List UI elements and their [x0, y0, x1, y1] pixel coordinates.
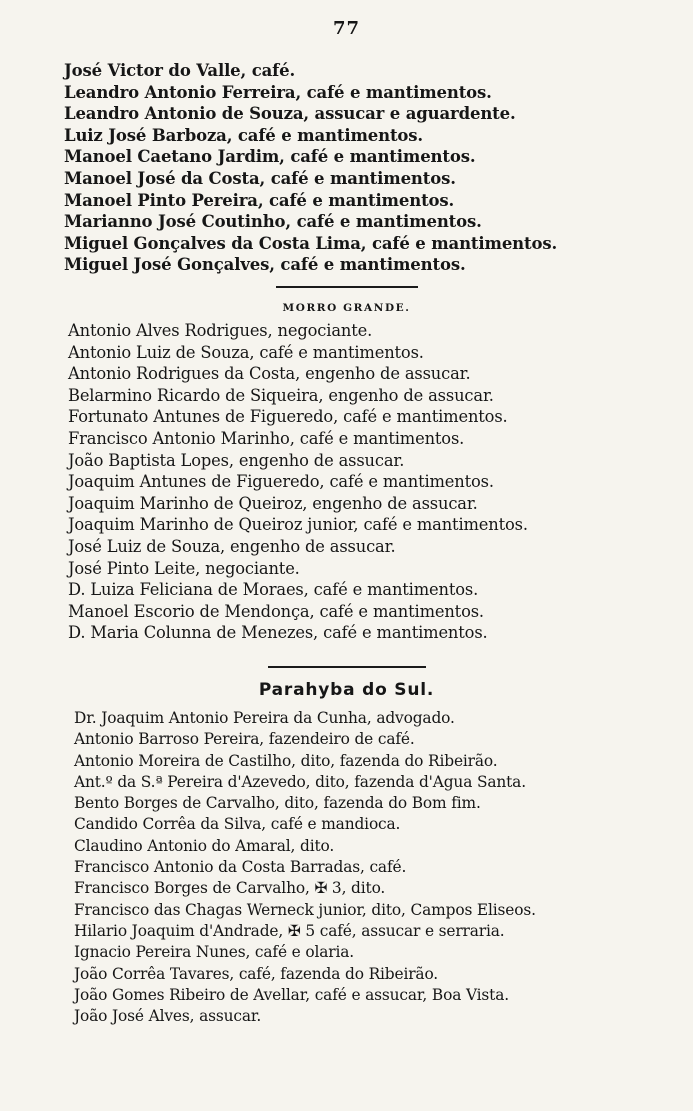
list-item: Ignacio Pereira Nunes, café e olaria.	[74, 943, 355, 962]
list-item: Joaquim Marinho de Queiroz, engenho de assucar.	[68, 493, 478, 513]
list-item: Miguel José Gonçalves, café e mantimentos.	[64, 255, 466, 275]
list-item: José Luiz de Souza, engenho de assucar.	[68, 536, 396, 556]
section-heading: Parahyba do Sul.	[258, 680, 435, 700]
list-item: Hilario Joaquim d'Andrade, ✠ 5 café, assucar e serraria.	[74, 921, 505, 940]
list-item: D. Maria Colunna de Menezes, café e mantimentos.	[68, 623, 488, 643]
list-item: Francisco das Chagas Werneck junior, dito, Campos Eliseos.	[74, 900, 536, 919]
list-item: José Pinto Leite, negociante.	[68, 558, 300, 578]
list-item: Ant.º da S.ª Pereira d'Azevedo, dito, fazenda d'Agua Santa.	[74, 772, 526, 791]
list-item: D. Luiza Feliciana de Moraes, café e mantimentos.	[68, 580, 479, 600]
entry-list	[0, 60, 693, 276]
section-morro-grande	[0, 286, 693, 644]
list-item: Antonio Rodrigues da Costa, engenho de assucar.	[68, 364, 471, 384]
list-item: Manoel José da Costa, café e mantimentos.	[64, 168, 456, 188]
list-item: Manoel Pinto Pereira, café e mantimentos.	[64, 190, 455, 210]
entry-list	[0, 320, 693, 644]
list-item: Antonio Barroso Pereira, fazendeiro de café.	[74, 730, 415, 749]
list-item: José Victor do Valle, café.	[64, 61, 296, 80]
list-item: Manoel Caetano Jardim, café e mantimentos.	[64, 147, 476, 167]
list-item: Marianno José Coutinho, café e mantimentos.	[64, 212, 482, 232]
section-divider	[268, 666, 426, 668]
list-item: Leandro Antonio de Souza, assucar e aguardente.	[64, 104, 516, 124]
list-item: Dr. Joaquim Antonio Pereira da Cunha, advogado.	[74, 709, 455, 727]
list-item: Luiz José Barboza, café e mantimentos.	[64, 125, 424, 145]
section-heading: MORRO GRANDE.	[282, 302, 411, 314]
list-item: João Corrêa Tavares, café, fazenda do Ribeirão.	[74, 964, 439, 983]
section-divider	[276, 286, 418, 288]
list-item: Belarmino Ricardo de Siqueira, engenho de assucar.	[68, 385, 494, 405]
list-item: Antonio Luiz de Souza, café e mantimentos.	[68, 342, 424, 362]
list-item: João José Alves, assucar.	[74, 1007, 262, 1026]
list-item: Antonio Moreira de Castilho, dito, fazenda do Ribeirão.	[74, 751, 498, 770]
list-item: Joaquim Antunes de Figueredo, café e mantimentos.	[68, 472, 494, 492]
list-item: Fortunato Antunes de Figueredo, café e mantimentos.	[68, 407, 508, 427]
list-item: Manoel Escorio de Mendonça, café e mantimentos.	[68, 601, 484, 621]
list-item: João Baptista Lopes, engenho de assucar.	[68, 450, 405, 470]
list-item: João Gomes Ribeiro de Avellar, café e assucar, Boa Vista.	[74, 985, 509, 1004]
section-parahyba-do-sul	[0, 666, 693, 1027]
page-number: 77	[332, 18, 361, 39]
entry-list	[0, 708, 693, 1027]
list-item: Antonio Alves Rodrigues, negociante.	[68, 321, 373, 340]
list-item: Claudino Antonio do Amaral, dito.	[74, 836, 335, 855]
list-item: Miguel Gonçalves da Costa Lima, café e mantimentos.	[64, 233, 558, 253]
list-item: Bento Borges de Carvalho, dito, fazenda do Bom fim.	[74, 794, 481, 813]
section-continuation	[0, 60, 693, 276]
list-item: Francisco Borges de Carvalho, ✠ 3, dito.	[74, 879, 386, 898]
list-item: Joaquim Marinho de Queiroz junior, café e mantimentos.	[68, 515, 528, 535]
list-item: Leandro Antonio Ferreira, café e mantimentos.	[64, 82, 492, 102]
list-item: Francisco Antonio Marinho, café e mantimentos.	[68, 428, 465, 448]
list-item: Candido Corrêa da Silva, café e mandioca.	[74, 815, 401, 834]
list-item: Francisco Antonio da Costa Barradas, café.	[74, 858, 407, 877]
